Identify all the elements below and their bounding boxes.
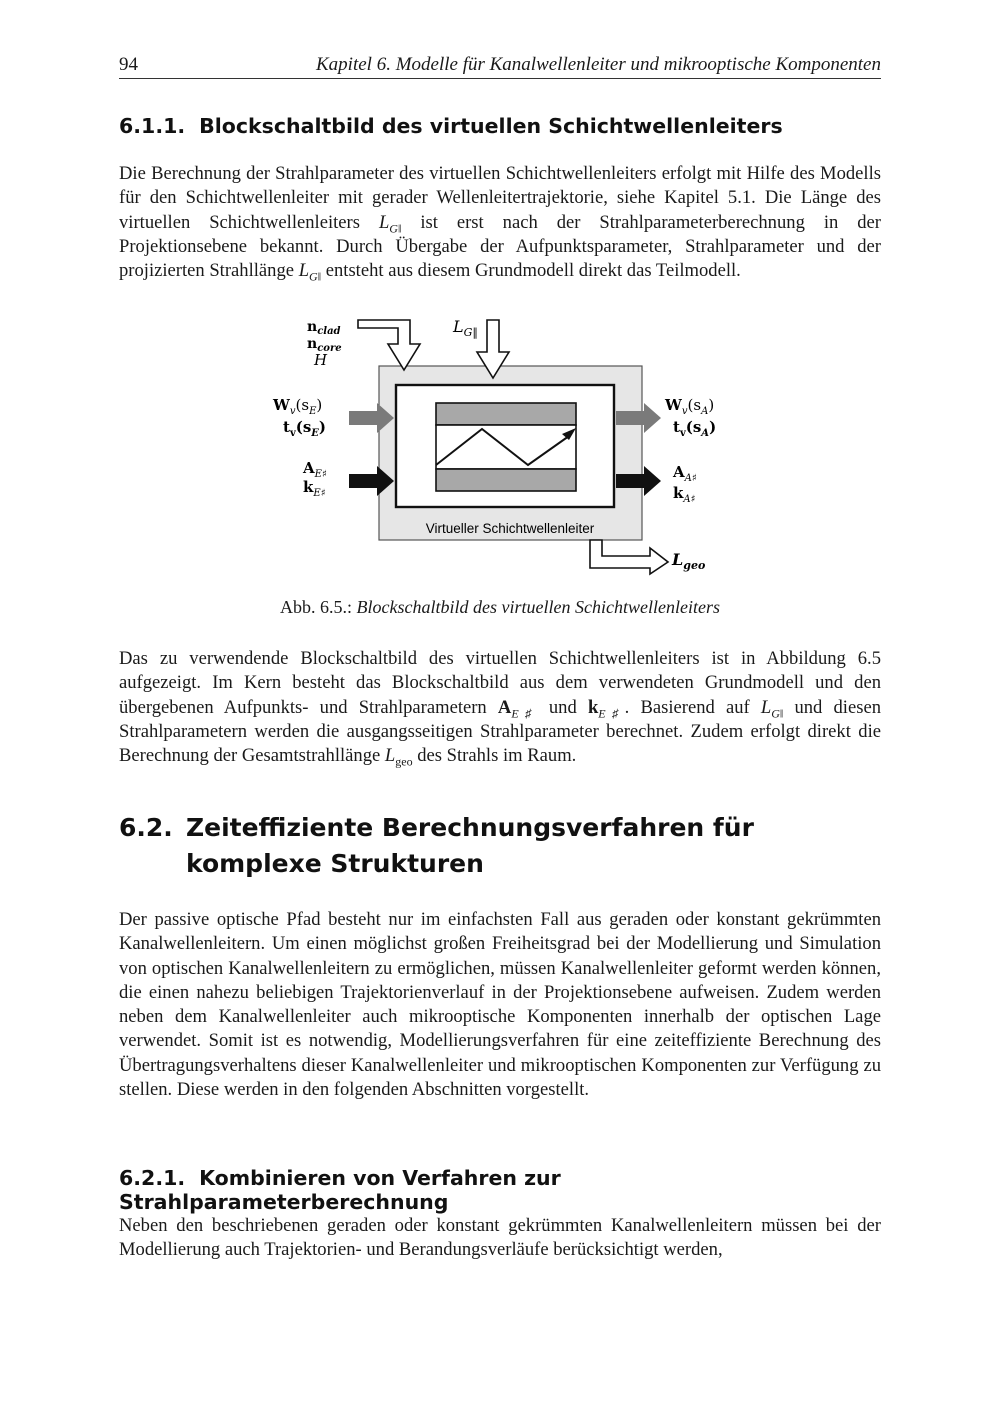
page-number: 94 bbox=[119, 54, 138, 75]
caption-text: Blockschaltbild des virtuellen Schichtwellenleiters bbox=[356, 597, 720, 617]
figure-caption bbox=[119, 597, 881, 618]
section-title: Zeiteffiziente Berechnungsverfahren für komplexe Strukturen bbox=[186, 813, 754, 878]
section-number: 6.1.1. bbox=[119, 114, 186, 138]
paragraph-text: und diesen Strahlparametern werden die ausgangsseitigen Strahlparameter berechnet. Zudem erfolgt direkt die Berechnung der Gesamtstrahllänge bbox=[119, 696, 881, 767]
section-title: Kombinieren von Verfahren zur Strahlparameterberechnung bbox=[119, 1166, 561, 1214]
label-A-in: $A_{E♯}$ bbox=[303, 459, 327, 480]
block-diagram-figure bbox=[269, 312, 739, 582]
paragraph-text: des Strahls im Raum. bbox=[417, 745, 577, 767]
section-heading-6-1-1 bbox=[119, 114, 783, 138]
section-number: 6.2. bbox=[119, 813, 173, 842]
section-number: 6.2.1. bbox=[119, 1166, 186, 1190]
paragraph-text: und bbox=[548, 696, 577, 718]
label-t-in: $t_v(s_E)$ bbox=[283, 418, 327, 439]
label-n-core: $n_{core}$ bbox=[307, 336, 342, 354]
cladding-top bbox=[436, 403, 576, 425]
label-n-clad: $n_{clad}$ bbox=[307, 319, 341, 337]
output-arrow-length bbox=[590, 540, 668, 574]
label-W-out: $W_v(s_A)$ bbox=[665, 396, 715, 417]
block-label: Virtueller Schichtwellenleiter bbox=[425, 521, 595, 536]
label-t-out: $t_v(s_A)$ bbox=[673, 418, 717, 439]
math-A: $A_{E♯}$ bbox=[497, 696, 538, 721]
label-W-in: $W_v(s_E)$ bbox=[273, 396, 323, 417]
label-k-in: $k_{E♯}$ bbox=[303, 478, 326, 499]
label-L-geo: $L_{geo}$ bbox=[672, 550, 706, 572]
running-header bbox=[119, 52, 881, 79]
section-heading-6-2-1 bbox=[119, 1166, 881, 1214]
caption-label: Abb. 6.5.: bbox=[280, 597, 353, 617]
math-LG: $L_{G‖}$ bbox=[378, 211, 402, 236]
paragraph-text: . Basierend auf bbox=[624, 696, 750, 718]
paragraph-text: entsteht aus diesem Grundmodell direkt das Teilmodell. bbox=[325, 260, 741, 282]
paragraph-text: Die Berechnung der Strahlparameter des virtuellen Schichtwellenleiters erfolgt mit Hilfe des Modells für den Schichtwellenleiter mit gerader Wellenleitertrajektorie, siehe Kapitel 5.1. Die Länge des virtuellen Schichtwellenleiters bbox=[119, 163, 881, 233]
cladding-bottom bbox=[436, 469, 576, 491]
section-heading-6-2 bbox=[119, 810, 881, 882]
paragraph-figure-description bbox=[119, 647, 881, 768]
paragraph-text: Das zu verwendende Blockschaltbild des virtuellen Schichtwellenleiters ist in Abbildung 6.5 aufgezeigt. Im Kern besteht das Blockschaltbild aus dem verwendeten Grundmodell und den übergebenen Aufpunkts- und Strahlparametern bbox=[119, 648, 881, 718]
label-k-out: $k_{A♯}$ bbox=[673, 484, 696, 505]
chapter-title: Kapitel 6. Modelle für Kanalwellenleiter und mikrooptische Komponenten bbox=[316, 54, 881, 75]
math-k: $k_{E♯}$ bbox=[587, 696, 625, 721]
label-A-out: $A_{A♯}$ bbox=[673, 463, 697, 484]
section-title: Blockschaltbild des virtuellen Schichtwellenleiters bbox=[199, 114, 783, 138]
paragraph-section-6-2-1: Neben den beschriebenen geraden oder konstant gekrümmten Kanalwellenleitern müssen bei der Modellierung auch Trajektorien- und Berandungsverläufe berücksichtigt werden, bbox=[119, 1215, 881, 1261]
paragraph-section-6-2: Der passive optische Pfad besteht nur im einfachsten Fall aus geraden oder konstant gekrümmten Kanalwellenleitern. Um einen möglichst großen Freiheitsgrad bei der Modellierung und Simulation von optischen Kanalwellenleitern zu ermöglichen, müssen Kanalwellenleiter geformt werden können, die einen nahezu beliebigen Trajektorienverlauf in der Projektionsebene aufweisen. Zudem werden neben dem Kanalwellenleiter auch mikrooptische Komponenten innerhalb der optischen Lage verwendet. Somit ist es notwendig, Modellierungsverfahren für eine zeiteffiziente Berechnung des Übertragungsverhaltens dieser Kanalwellenleiter und mikrooptischen Komponenten zur Verfügung zu stellen. Diese werden in den folgenden Abschnitten vorgestellt. bbox=[119, 909, 881, 1101]
math-LG: $L_{G‖}$ bbox=[298, 260, 322, 284]
label-H: H bbox=[314, 351, 328, 369]
math-Lgeo: $L_{geo}$ bbox=[384, 745, 413, 769]
paragraph-text: ist erst nach der Strahlparameterberechnung in der Projektionsebene bekannt. Durch Übergabe der Aufpunktsparameter, Strahlparameter und der projizierten Strahllänge bbox=[119, 211, 881, 282]
math-LG: $L_{G‖}$ bbox=[760, 696, 784, 721]
input-arrow-material bbox=[358, 320, 420, 370]
label-L-G: $L_{G‖}$ bbox=[453, 317, 478, 339]
paragraph-intro bbox=[119, 162, 881, 283]
